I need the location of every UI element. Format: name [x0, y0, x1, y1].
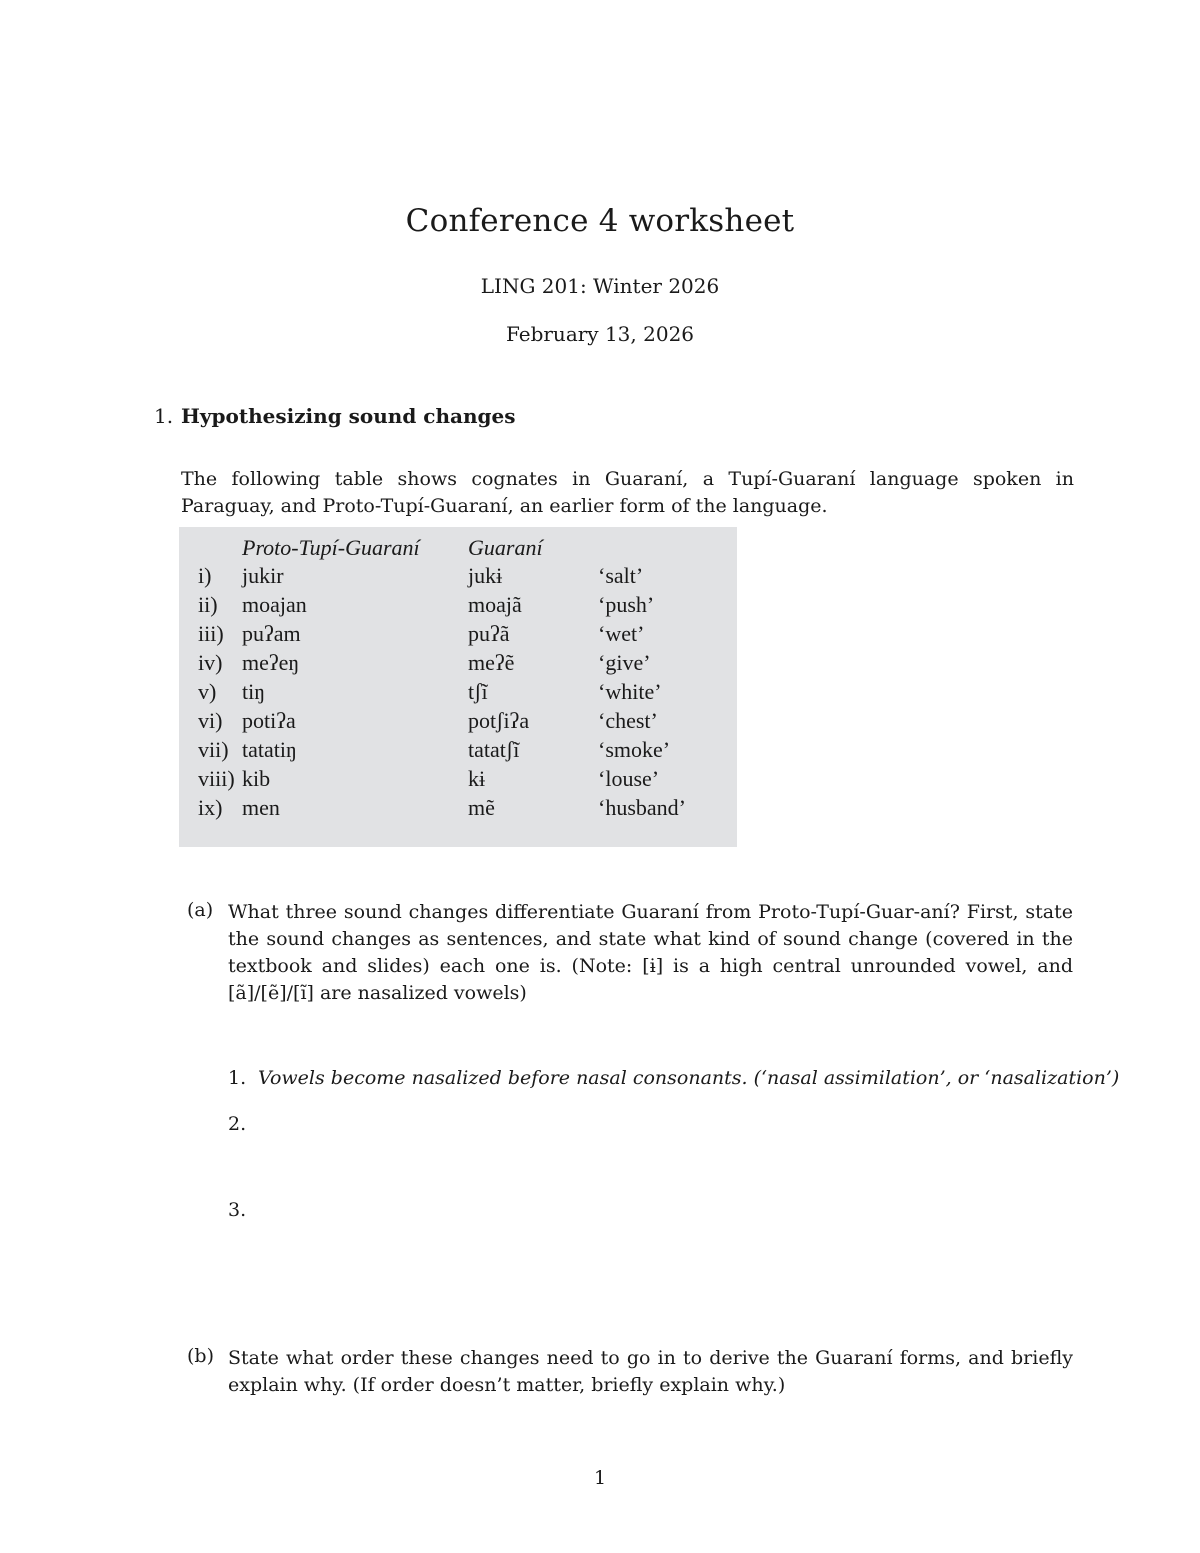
- answer-number: 1.: [228, 1067, 247, 1089]
- guarani-form: meʔẽ: [468, 650, 515, 675]
- table-row: [179, 621, 737, 650]
- document-date: February 13, 2026: [505, 322, 695, 346]
- gloss: ‘wet’: [598, 621, 645, 646]
- guarani-form: tatatʃĩ: [468, 737, 520, 762]
- row-number: iv): [198, 650, 223, 675]
- guarani-form: tʃĩ: [468, 679, 488, 704]
- part-a-text: What three sound changes differentiate Guaraní from Proto-Tupí-Guar-aní? First, state the sound changes as sentences, and state what kind of sound change (covered in the textbook and slides) each one is. (Note: [ɨ] is a high central unrounded vowel, and [ã]/[ẽ]/[ĩ] are nasalized vowels): [228, 901, 1073, 1004]
- proto-form: tiŋ: [242, 679, 266, 704]
- table-row: [179, 650, 737, 679]
- row-number: vii): [198, 737, 229, 762]
- header-proto: Proto-Tupí-Guaraní: [242, 535, 420, 560]
- part-b-label: (b): [187, 1345, 214, 1367]
- part-a-label: (a): [187, 899, 214, 921]
- proto-form: jukir: [242, 563, 284, 588]
- table-row: [179, 679, 737, 708]
- row-number: i): [198, 563, 212, 588]
- row-number: ix): [198, 795, 223, 820]
- question-number: 1.: [154, 404, 174, 428]
- proto-form: kib: [242, 766, 271, 791]
- guarani-form: jukɨ: [468, 563, 503, 588]
- table-row: [179, 766, 737, 795]
- question-intro: The following table shows cognates in Guaraní, a Tupí-Guaraní language spoken in Paraguay, and Proto-Tupí-Guaraní, an earlier form of the language.: [181, 468, 1074, 517]
- proto-form: moajan: [242, 592, 307, 617]
- proto-form: men: [242, 795, 280, 820]
- page-number: 1: [593, 1467, 607, 1489]
- gloss: ‘give’: [598, 650, 651, 675]
- question-heading: Hypothesizing sound changes: [181, 404, 516, 428]
- row-number: vi): [198, 708, 223, 733]
- gloss: ‘chest’: [598, 708, 658, 733]
- proto-form: tatatiŋ: [242, 737, 297, 762]
- row-number: iii): [198, 621, 224, 646]
- gloss: ‘smoke’: [598, 737, 671, 762]
- answer-text: Vowels become nasalized before nasal consonants. (‘nasal assimilation’, or ‘nasalization’): [258, 1067, 1120, 1089]
- table-row: [179, 795, 737, 824]
- row-number: viii): [198, 766, 235, 791]
- gloss: ‘push’: [598, 592, 655, 617]
- proto-form: meʔeŋ: [242, 650, 300, 675]
- table-row: [179, 592, 737, 621]
- answer-number: 2.: [228, 1113, 247, 1135]
- course-name: LING 201: Winter 2026: [480, 274, 720, 298]
- table-row: [179, 737, 737, 766]
- proto-form: potiʔa: [242, 708, 296, 733]
- gloss: ‘salt’: [598, 563, 644, 588]
- cognate-table: [179, 527, 737, 847]
- table-row: [179, 708, 737, 737]
- table-row: [179, 563, 737, 592]
- gloss: ‘white’: [598, 679, 662, 704]
- guarani-form: puʔã: [468, 621, 510, 646]
- gloss: ‘husband’: [598, 795, 686, 820]
- part-b-text: State what order these changes need to go in to derive the Guaraní forms, and briefly explain why. (If order doesn’t matter, briefly explain why.): [228, 1347, 1073, 1396]
- header-guarani: Guaraní: [468, 535, 543, 560]
- row-number: v): [198, 679, 217, 704]
- guarani-form: mẽ: [468, 795, 495, 820]
- gloss: ‘louse’: [598, 766, 660, 791]
- guarani-form: moajã: [468, 592, 522, 617]
- answer-number: 3.: [228, 1199, 247, 1221]
- proto-form: puʔam: [242, 621, 301, 646]
- row-number: ii): [198, 592, 218, 617]
- document-title: Conference 4 worksheet: [405, 203, 795, 239]
- guarani-form: kɨ: [468, 766, 486, 791]
- guarani-form: potʃiʔa: [468, 708, 530, 733]
